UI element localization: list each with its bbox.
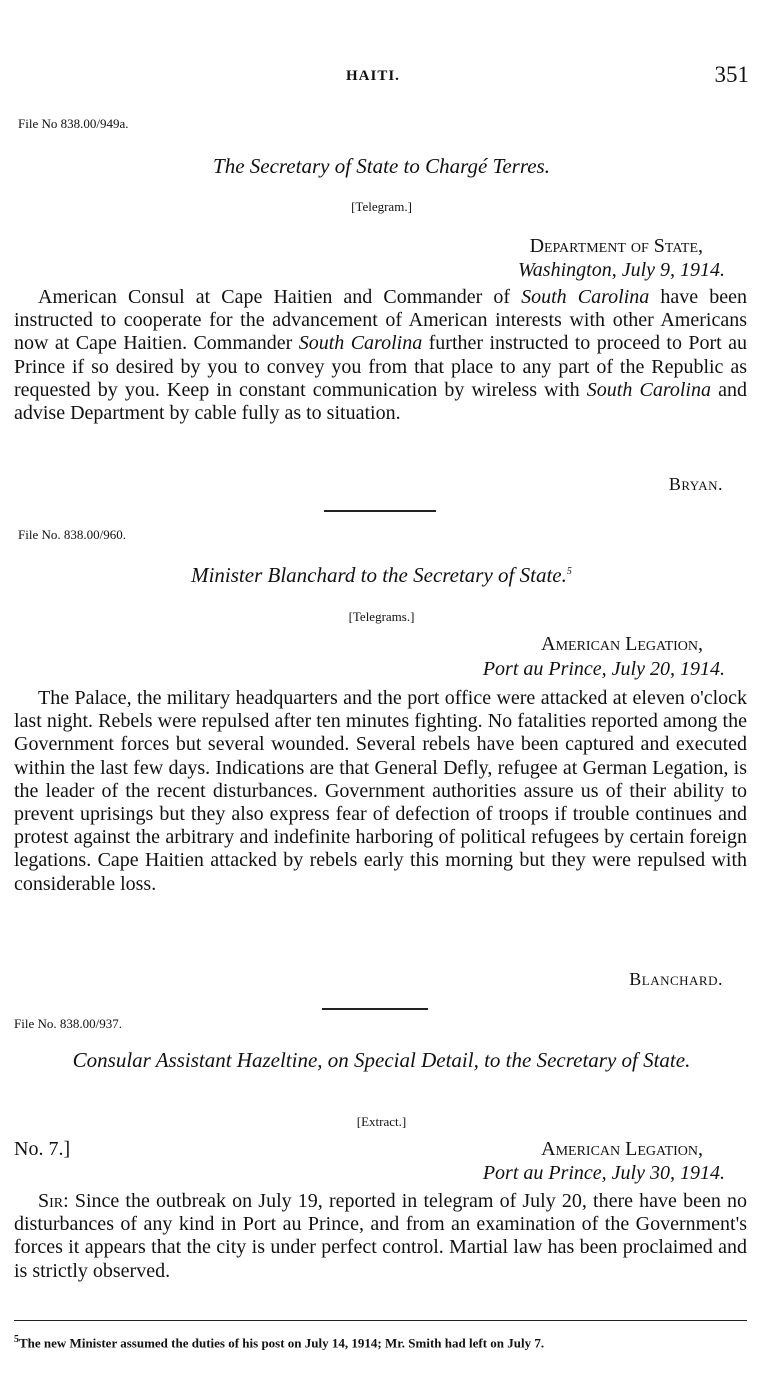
separator-rule xyxy=(322,1008,428,1010)
heading-organization: American Legation, xyxy=(541,633,703,655)
body-text-segment: further instructed to proceed to Port au Prince if so desired by you to convey you from that place to any part of the Republic as requested by you. Keep in constant communication by wireless with xyxy=(14,332,747,401)
ship-name: South Carolina xyxy=(298,332,423,355)
running-title: HAITI. xyxy=(346,68,400,84)
ship-name: South Carolina xyxy=(521,286,650,308)
page xyxy=(14,0,749,1379)
footnote-marker: 5 xyxy=(14,1334,19,1345)
footnote-reference: 5 xyxy=(566,566,572,577)
document-number: No. 7.] xyxy=(14,1138,71,1160)
heading-date: Port au Prince, July 30, 1914. xyxy=(482,1162,725,1184)
body-text-segment: have been instructed to cooperate for the advancement of American interests with other Americans now at Cape Haitien. Commander xyxy=(14,286,747,355)
document-title xyxy=(14,563,749,588)
heading-organization: Department of State, xyxy=(529,235,703,257)
footnote-rule xyxy=(14,1320,747,1321)
heading-date: Washington, July 9, 1914. xyxy=(517,259,725,281)
heading-date: Port au Prince, July 20, 1914. xyxy=(482,658,725,680)
footnote-text: The new Minister assumed the duties of his post on July 14, 1914; Mr. Smith had left on July 7. xyxy=(19,1335,545,1351)
footnote xyxy=(14,1332,749,1350)
signature: Bryan. xyxy=(668,474,723,494)
document-type: [Telegram.] xyxy=(351,199,412,214)
file-number: File No. 838.00/960. xyxy=(18,527,126,542)
document-title-text: Minister Blanchard to the Secretary of State. xyxy=(191,563,567,587)
document-type: [Telegrams.] xyxy=(348,609,415,624)
document-title: The Secretary of State to Chargé Terres. xyxy=(213,154,550,178)
running-header xyxy=(14,64,749,94)
body-text-segment: American Consul at Cape Haitien and Commander of xyxy=(38,286,522,308)
signature: Blanchard. xyxy=(629,969,723,989)
ship-name: South Carolina xyxy=(586,378,711,401)
document-body xyxy=(14,1190,747,1283)
body-text-segment: : Since the outbreak on July 19, reported in telegram of July 20, there have been no disturbances of any kind in Port au Prince, and from an examination of the Government's forces it appears that the city is under perfect control. Martial law has been proclaimed and is strictly observed. xyxy=(14,1190,747,1282)
salutation: Sir xyxy=(38,1190,64,1212)
document-body xyxy=(14,286,747,425)
body-text-segment: and advise Department by cable fully as to situation. xyxy=(14,378,747,425)
page-number: 351 xyxy=(714,62,749,87)
document-body: The Palace, the military headquarters and the port office were attacked at eleven o'clock last night. Rebels were repulsed after ten minutes fighting. No fatalities reported among the Government forces but several wounded. Several rebels have been captured and executed within the last few days. Indications are that General Defly, refugee at German Legation, is the leader of the recent disturbances. Government authorities assure us of their ability to prevent uprisings but they also express fear of defection of troops if trouble continues and protest against the arbitrary and indefinite harboring of political refugees by certain foreign legations. Cape Haitien attacked by rebels early this morning but they were repulsed with considerable loss. xyxy=(14,687,747,895)
document-title: Consular Assistant Hazeltine, on Special Detail, to the Secretary of State. xyxy=(72,1048,691,1072)
heading-organization: American Legation, xyxy=(541,1138,703,1160)
document-type: [Extract.] xyxy=(356,1114,407,1129)
file-number: File No. 838.00/937. xyxy=(14,1016,122,1031)
file-number: File No 838.00/949a. xyxy=(18,116,129,131)
separator-rule xyxy=(324,510,436,512)
